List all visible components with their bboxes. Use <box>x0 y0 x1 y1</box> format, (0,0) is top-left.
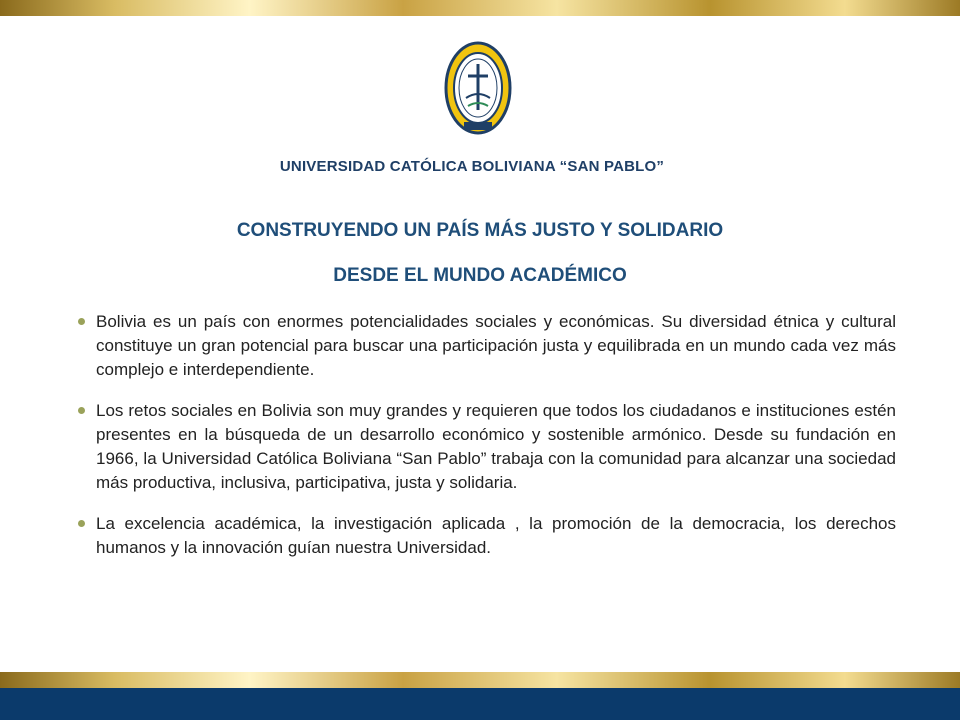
bottom-gold-band <box>0 672 960 688</box>
bullet-text: Los retos sociales en Bolivia son muy grandes y requieren que todos los ciudadanos e instituciones estén presentes en la búsqueda de un desarrollo económico y sostenible armónico. Desde su fundación en 1966, la Universidad Católica Boliviana “San Pablo” trabaja con la comunidad para alcanzar una sociedad más productiva, inclusiva, participativa, justa y solidaria. <box>96 401 896 492</box>
bullet-list <box>78 310 896 577</box>
heading-line-2: DESDE EL MUNDO ACADÉMICO <box>333 265 627 286</box>
bullet-text: La excelencia académica, la investigación aplicada , la promoción de la democracia, los derechos humanos y la innovación guían nuestra Universidad. <box>96 514 896 557</box>
bullet-text: Bolivia es un país con enormes potencialidades sociales y económicas. Su diversidad étnica y cultural constituye un gran potencial para buscar una participación justa y equilibrada en un mundo cada vez más complejo e interdependiente. <box>96 312 896 379</box>
bullet-dot-icon <box>78 407 85 414</box>
top-gold-band <box>0 0 960 16</box>
list-item <box>78 310 896 382</box>
university-logo <box>272 34 672 180</box>
university-seal-icon <box>444 40 512 136</box>
bullet-dot-icon <box>78 520 85 527</box>
heading-line-1: CONSTRUYENDO UN PAÍS MÁS JUSTO Y SOLIDARIO <box>236 220 724 241</box>
bottom-navy-band <box>0 688 960 720</box>
university-name: UNIVERSIDAD CATÓLICA BOLIVIANA “SAN PABLO” <box>279 158 665 175</box>
list-item <box>78 399 896 495</box>
list-item <box>78 512 896 560</box>
bullet-dot-icon <box>78 318 85 325</box>
